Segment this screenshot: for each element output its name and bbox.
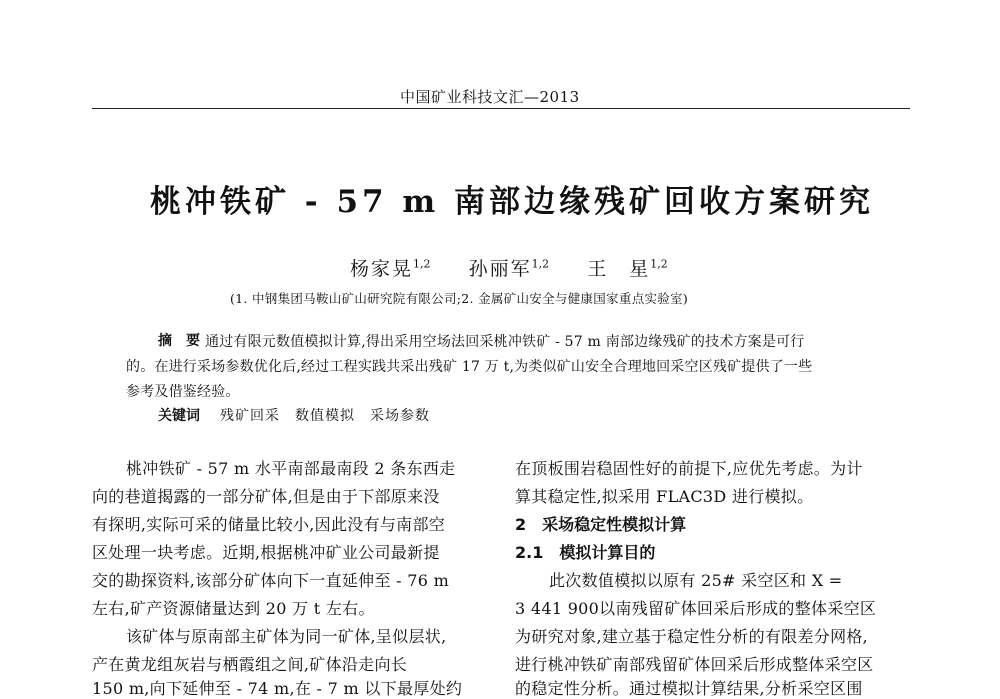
body-line: 150 m,向下延伸至 - 74 m,在 - 7 m 以下最厚处约 [92, 679, 463, 698]
body-line: 的稳定性分析。通过模拟计算结果,分析采空区围 [515, 679, 863, 698]
keywords-label: 关键词 [158, 408, 200, 424]
body-line: 3 441 900以南残留矿体回采后形成的整体采空区 [515, 599, 877, 618]
body-line: 算其稳定性,拟采用 FLAC3D 进行模拟。 [515, 487, 814, 506]
keywords-text: 残矿回采 数值模拟 采场参数 [220, 408, 430, 424]
section-heading: 2 采场稳定性模拟计算 [515, 515, 687, 534]
body-line: 进行桃冲铁矿南部残留矿体回采后形成整体采空区 [515, 655, 874, 674]
body-line: 在顶板围岩稳固性好的前提下,应优先考虑。为计 [515, 459, 863, 478]
subsection-heading: 2.1 模拟计算目的 [515, 543, 656, 562]
author-name: 孙丽军 [468, 258, 532, 280]
abstract-line: 通过有限元数值模拟计算,得出采用空场法回采桃冲铁矿 - 57 m 南部边缘残矿的技术方案是可行 [205, 334, 805, 350]
author-affil-mark: 1,2 [531, 257, 550, 271]
body-line: 左右,矿产资源储量达到 20 万 t 左右。 [92, 599, 375, 618]
body-line: 交的勘探资料,该部分矿体向下一直延伸至 - 76 m [92, 571, 450, 590]
abstract-line: 参考及借鉴经验。 [126, 384, 240, 400]
author-name: 王 星 [587, 258, 651, 280]
body-line: 桃冲铁矿 - 57 m 水平南部最南段 2 条东西走 [126, 459, 456, 478]
author-affil-mark: 1,2 [413, 257, 431, 271]
author-list [350, 254, 668, 281]
running-head: 中国矿业科技文汇—2013 [400, 88, 580, 106]
body-line: 该矿体与原南部主矿体为同一矿体,呈似层状, [126, 627, 447, 646]
author-affil-mark: 1,2 [650, 257, 668, 271]
abstract-line: 的。在进行采场参数优化后,经过工程实践共采出残矿 17 万 t,为类似矿山安全合理地回采空区残矿提供了一些 [126, 359, 813, 375]
author-name: 杨家晃 [350, 258, 414, 280]
body-line: 区处理一块考虑。近期,根据桃冲矿业公司最新提 [92, 543, 440, 562]
body-line: 有探明,实际可采的储量比较小,因此没有与南部空 [92, 515, 446, 534]
header-rule [92, 108, 910, 109]
body-line: 向的巷道揭露的一部分矿体,但是由于下部原来没 [92, 487, 440, 506]
affiliation: (1. 中钢集团马鞍山矿山研究院有限公司;2. 金属矿山安全与健康国家重点实验室) [230, 291, 689, 306]
paper-title: 桃冲铁矿 - 57 m 南部边缘残矿回收方案研究 [150, 184, 874, 220]
abstract-label: 摘要 [158, 333, 214, 349]
body-line: 此次数值模拟以原有 25# 采空区和 X = [549, 571, 843, 590]
body-line: 产在黄龙组灰岩与栖霞组之间,矿体沿走向长 [92, 655, 408, 674]
body-line: 为研究对象,建立基于稳定性分析的有限差分网格, [515, 627, 869, 646]
